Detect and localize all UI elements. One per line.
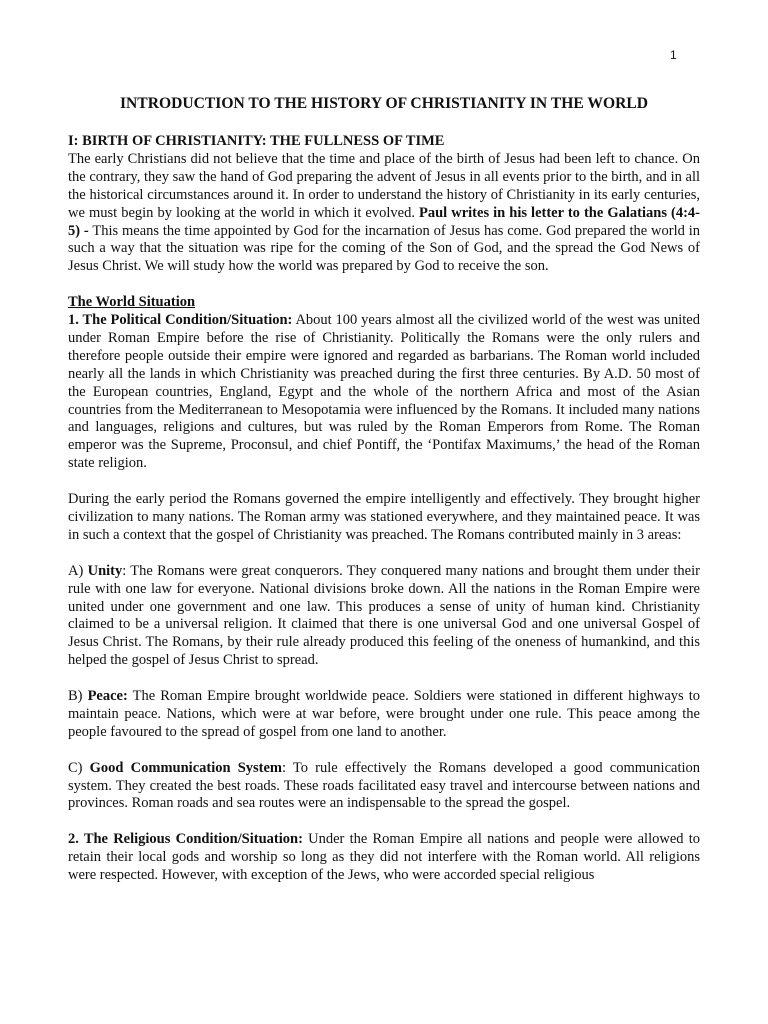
peace-prefix: B) — [68, 688, 88, 705]
religious-paragraph — [68, 831, 700, 885]
unity-label: Unity — [87, 562, 123, 579]
religious-label: 2. The Religious Condition/Situation: — [68, 831, 303, 848]
section-1-heading: I: BIRTH OF CHRISTIANITY: THE FULLNESS OF TIME — [68, 133, 445, 149]
paragraph-gap — [68, 276, 700, 294]
paragraph-gap — [68, 742, 700, 760]
unity-text: : The Romans were great conquerors. They conquered many nations and brought them under their rule with one law for everyone. National divisions broke down. All the nations in the Roman Empire were united under one government and one law. This produces a sense of unity of human kind. Christianity claimed to be a universal religion. It claimed that there is one universal God and one universal Gospel of Jesus Christ. The Romans, by their rule already produced this feeling of the oneness of humankind, and this helped the gospel of Jesus Christ to spread. — [68, 562, 700, 669]
galatians-reference: Paul writes in his letter to the Galatians (4:4-5) - — [68, 204, 700, 239]
document-title: INTRODUCTION TO THE HISTORY OF CHRISTIANITY IN THE WORLD — [119, 95, 649, 112]
paragraph-gap — [68, 473, 700, 491]
communication-prefix: C) — [68, 759, 90, 776]
paragraph-gap — [68, 813, 700, 831]
peace-paragraph — [68, 688, 700, 742]
peace-label: Peace: — [87, 688, 128, 705]
section-1-paragraph — [68, 151, 700, 276]
early-period-paragraph: During the early period the Romans governed the empire intelligently and effectively. They brought higher civilization to many nations. The Roman army was stationed everywhere, and they maintained peace. It was in such a context that the gospel of Christianity was preached. The Romans contributed mainly in 3 areas: — [68, 491, 700, 543]
political-paragraph — [68, 312, 700, 473]
communication-paragraph — [68, 760, 700, 814]
political-text: About 100 years almost all the civilized world of the west was united under Roman Empire before the rise of Christianity. Politically the Romans were the only rulers and therefore people outside their empire were ignored and regarded as barbarians. The Roman world included nearly all the lands in which Christianity was preached during the first three centuries. By A.D. 50 most of the European countries, England, Egypt and the whole of the northern Africa and most of the Asian countries from the Mediterranean to Mesopotamia were influenced by the Romans. It included many nations and languages, religions and cultures, but was ruled by the Roman Emperors from Rome. The Roman emperor was the Supreme, Proconsul, and chief Pontiff, the ‘Pontifax Maximums,’ the head of the Roman state religion. — [68, 312, 700, 472]
paragraph-gap — [68, 545, 700, 563]
unity-prefix: A) — [68, 562, 88, 579]
section-1-text-a: The early Christians did not believe that the time and place of the birth of Jesus had been left to chance. On the contrary, they saw the hand of God preparing the advent of Jesus in all events prior to the birth, and in all the historical circumstances around it. In order to understand the history of Christianity in its early centuries, we must begin by looking at the world in which it evolved. — [68, 150, 700, 221]
peace-text: The Roman Empire brought worldwide peace. Soldiers were stationed in different highways to maintain peace. Nations, which were at war before, were brought under one rule. This peace among the people favoured to the spread of gospel from one land to another. — [68, 688, 700, 740]
page-number: 1 — [670, 48, 677, 62]
paragraph-gap — [68, 670, 700, 688]
communication-text: : To rule effectively the Romans developed a good communication system. They created the best roads. These roads facilitated easy travel and intercourse between nations and provinces. Roman roads and sea routes were an indispensable to the spread the gospel. — [68, 759, 701, 812]
political-label: 1. The Political Condition/Situation: — [68, 312, 293, 329]
document-body — [68, 94, 700, 885]
religious-text: Under the Roman Empire all nations and people were allowed to retain their local gods and worship so long as they did not interfere with the Roman world. All religions were respected. However, with exception of the Jews, who were accorded special religious — [68, 831, 700, 884]
communication-label: Good Communication System — [89, 759, 283, 776]
section-1-text-b: This means the time appointed by God for the incarnation of Jesus has come. God prepared the world in such a way that the situation was ripe for the coming of the Son of God, and the spread the God News of Jesus Christ. We will study how the world was prepared by God to receive the son. — [68, 222, 700, 275]
world-situation-heading: The World Situation — [68, 294, 196, 311]
unity-paragraph — [68, 563, 700, 670]
